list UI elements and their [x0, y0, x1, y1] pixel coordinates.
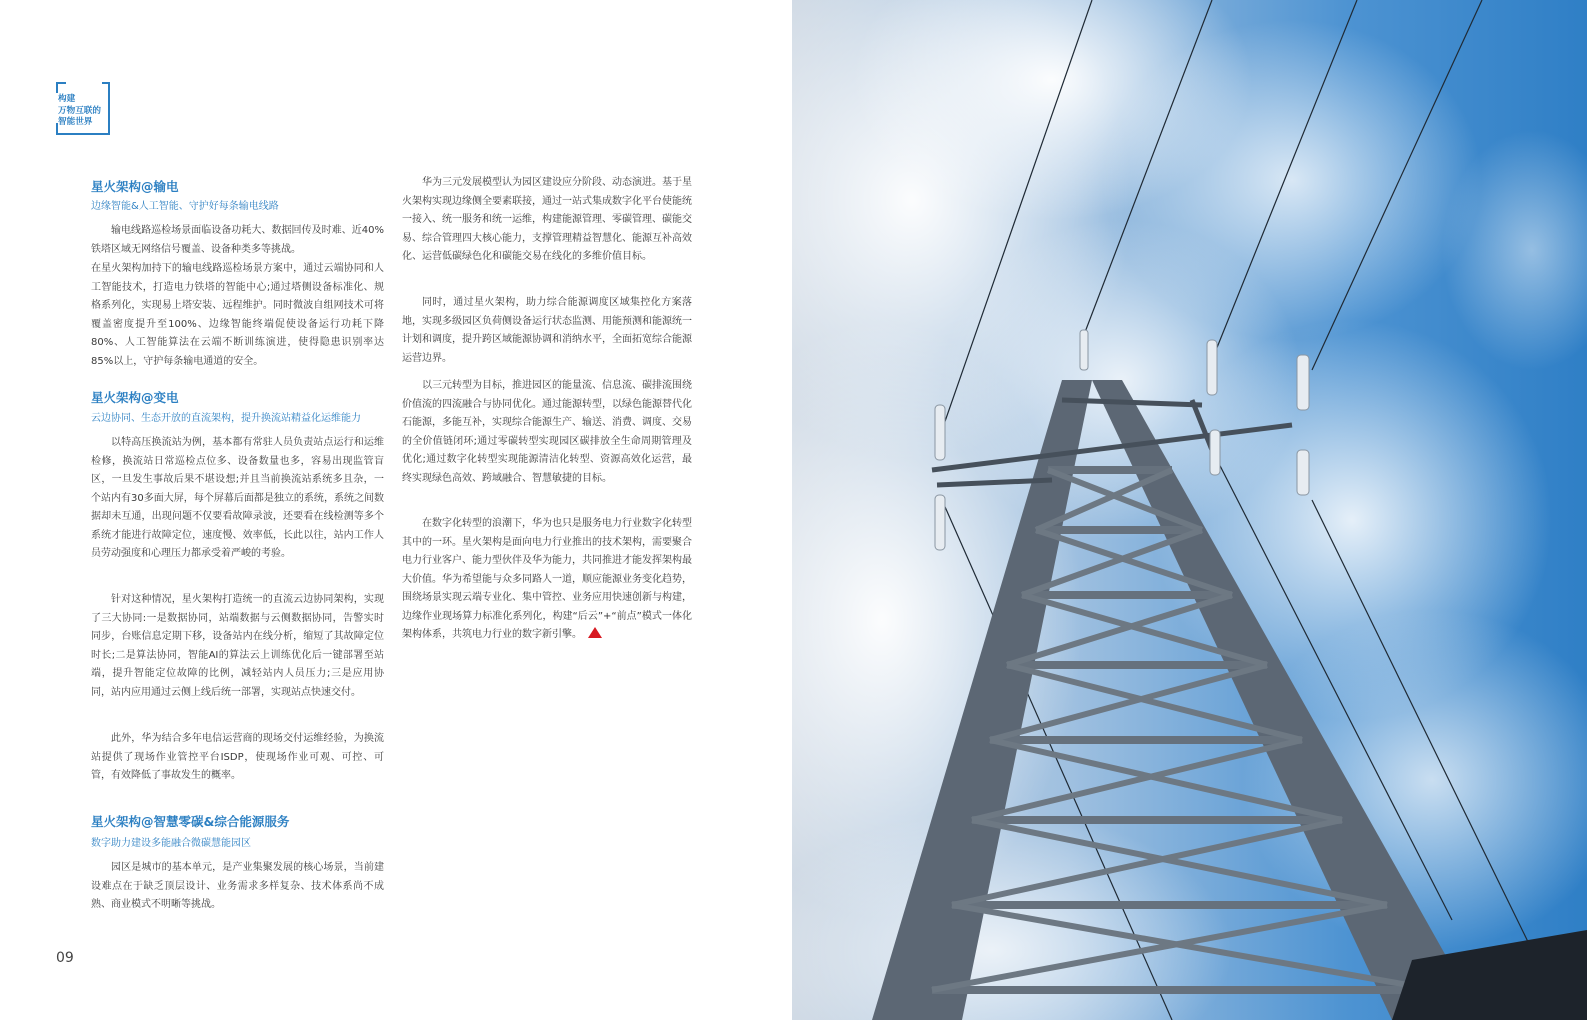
- logo-text: [58, 94, 118, 129]
- section-title-zero-carbon: 星火架构@智慧零碳&综合能源服务: [91, 814, 290, 829]
- section-title-transmission: 星火架构@输电: [91, 179, 179, 194]
- paragraph: 园区是城市的基本单元，是产业集聚发展的核心场景，当前建设难点在于缺乏顶层设计、业务需求多样复杂、技术体系尚不成熟、商业模式不明晰等挑战。: [91, 862, 384, 910]
- paragraph: 输电线路巡检场景面临设备功耗大、数据回传及时难、近40%铁塔区域无网络信号覆盖、设备种类多等挑战。: [91, 225, 384, 255]
- logo-line-2: 万物互联的: [58, 105, 101, 116]
- paragraph: 以三元转型为目标，推进园区的能量流、信息流、碳排流围绕价值流的四流融合与协同优化。通过能源转型，以绿色能源替代化石能源，多能互补，实现综合能源生产、输送、消费、调度、交易的全价值链闭环;通过零碳转型实现园区碳排放全生命周期管理及优化;通过数字化转型实现能源清洁化转型、资源高效化运营，最终实现绿色高效、跨域融合、智慧敏捷的目标。: [402, 380, 692, 484]
- logo-line-1: 构建: [58, 94, 76, 104]
- paragraph: 针对这种情况，星火架构打造统一的直流云边协同架构，实现了三大协同:一是数据协同，站端数据与云侧数据协同，告警实时同步，台账信息定期下移，设备站内在线分析，缩短了其故障定位时长;二是算法协同，智能AI的算法云上训练优化后一键部署至站端，提升智能定位故障的比例，减轻站内人员压力;三是应用协同，站内应用通过云侧上线后统一部署，实现站点快速交付。: [91, 594, 384, 698]
- section-subtitle-substation: 云边协同、生态开放的直流架构，提升换流站精益化运维能力: [91, 413, 361, 424]
- section-title-substation: 星火架构@变电: [91, 390, 179, 405]
- transmission-tower-photo: [792, 0, 1587, 1020]
- paragraph: 以特高压换流站为例，基本都有常驻人员负责站点运行和运维检修，换流站日常巡检点位多、设备数量也多，容易出现监管盲区，一旦发生事故后果不堪设想;并且当前换流站系统多且杂，一个站内有30多面大屏，每个屏幕后面都是独立的系统，系统之间数据却未互通，出现问题不仅要看故障录波，还要看在线检测等多个系统才能进行故障定位，速度慢、效率低，长此以往，站内工作人员劳动强度和心理压力都承受着严峻的考验。: [91, 437, 384, 559]
- logo-frame: [56, 82, 110, 135]
- paragraph-text: 在数字化转型的浪潮下，华为也只是服务电力行业数字化转型其中的一环。星火架构是面向电力行业推出的技术架构，需要聚合电力行业客户、能力型伙伴及华为能力，共同推进才能发挥架构最大价值。华为希望能与众多同路人一道，顺应能源业务变化趋势，围绕场景实现云端专业化、集中管控、业务应用快速创新与构建，边缘作业现场算力标准化系列化，构建“后云”+“前点”模式一体化架构体系，共筑电力行业的数字新引擎。: [402, 518, 692, 640]
- left-page: [0, 0, 792, 1020]
- section-subtitle-transmission: 边缘智能&人工智能、守护好每条输电线路: [91, 201, 279, 212]
- paragraph: 此外，华为结合多年电信运营商的现场交付运维经验，为换流站提供了现场作业管控平台ISDP，使现场作业可观、可控、可管，有效降低了事故发生的概率。: [91, 733, 384, 781]
- paragraph-with-end-mark: [402, 515, 692, 645]
- section-subtitle-zero-carbon: 数字助力建设多能融合微碳慧能园区: [91, 838, 251, 849]
- paragraph: 同时，通过星火架构，助力综合能源调度区域集控化方案落地，实现多级园区负荷侧设备运行状态监测、用能预测和能源统一计划和调度，提升跨区域能源协调和消纳水平，全面拓宽综合能源运营边界。: [402, 297, 692, 364]
- logo-line-3: 智能世界: [58, 117, 93, 127]
- paragraph: 华为三元发展模型认为园区建设应分阶段、动态演进。基于星火架构实现边缘侧全要素联接，通过一站式集成数字化平台使能统一接入、统一服务和统一运维，构建能源管理、零碳管理、碳能交易、综合管理四大核心能力，支撑管理精益智慧化、能源互补高效化、运营低碳绿色化和碳能交易在线化的多维价值目标。: [402, 177, 692, 262]
- paragraph: 在星火架构加持下的输电线路巡检场景方案中，通过云端协同和人工智能技术，打造电力铁塔的智能中心;通过塔侧设备标准化、规格系列化，实现易上塔安装、远程维护。同时微波自组网技术可将覆盖密度提升至100%、边缘智能终端促使设备运行功耗下降80%、人工智能算法在云端不断训练演进，使得隐患识别率达85%以上，守护每条输电通道的安全。: [91, 263, 384, 367]
- red-triangle-icon: [588, 627, 602, 638]
- page-number: 09: [56, 950, 74, 966]
